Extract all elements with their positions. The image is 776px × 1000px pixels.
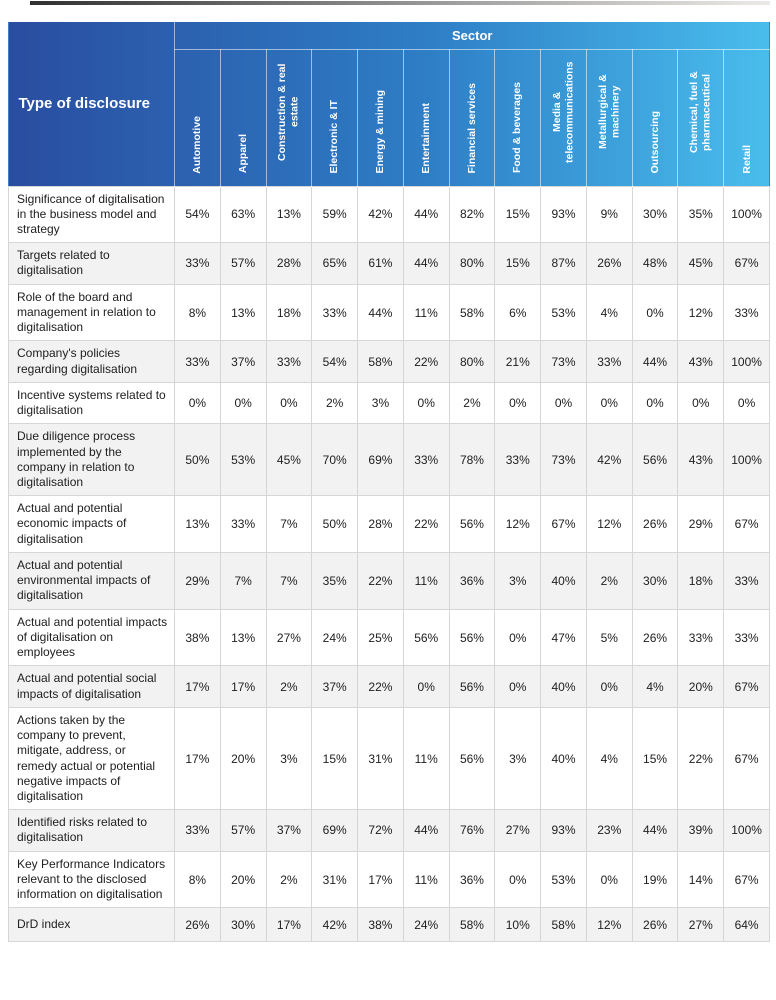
value-cell: 2% [449,382,495,423]
value-cell: 69% [358,424,404,496]
row-label: Significance of digitalisation in the business model and strategy [9,186,175,243]
value-cell: 100% [724,341,770,382]
value-cell: 56% [449,707,495,809]
value-cell: 0% [724,382,770,423]
value-cell: 18% [678,552,724,609]
value-cell: 3% [358,382,404,423]
value-cell: 45% [266,424,312,496]
value-cell: 35% [678,186,724,243]
value-cell: 54% [175,186,221,243]
table-row [9,666,770,707]
value-cell: 0% [175,382,221,423]
value-cell: 33% [724,609,770,666]
row-label: Targets related to digitalisation [9,243,175,284]
value-cell: 54% [312,341,358,382]
value-cell: 0% [266,382,312,423]
value-cell: 57% [220,243,266,284]
value-cell: 38% [175,609,221,666]
value-cell: 82% [449,186,495,243]
value-cell: 33% [495,424,541,496]
value-cell: 67% [724,666,770,707]
value-cell: 87% [541,243,587,284]
value-cell: 76% [449,810,495,851]
value-cell: 93% [541,186,587,243]
value-cell: 25% [358,609,404,666]
value-cell: 26% [632,908,678,942]
column-header [403,49,449,186]
value-cell: 17% [220,666,266,707]
table-row [9,707,770,809]
value-cell: 100% [724,186,770,243]
column-header [632,49,678,186]
value-cell: 44% [403,810,449,851]
value-cell: 42% [358,186,404,243]
value-cell: 12% [495,496,541,553]
table-row [9,810,770,851]
value-cell: 3% [495,707,541,809]
value-cell: 14% [678,851,724,908]
value-cell: 33% [175,243,221,284]
value-cell: 4% [586,707,632,809]
value-cell: 0% [495,382,541,423]
value-cell: 3% [266,707,312,809]
sector-group-header: Sector [175,22,770,49]
table-row [9,609,770,666]
value-cell: 20% [220,851,266,908]
value-cell: 50% [175,424,221,496]
column-header-label: Outsourcing [648,111,661,174]
value-cell: 13% [220,609,266,666]
table-row [9,496,770,553]
value-cell: 56% [632,424,678,496]
table-header [9,22,770,186]
value-cell: 42% [586,424,632,496]
value-cell: 44% [403,186,449,243]
value-cell: 39% [678,810,724,851]
value-cell: 7% [266,552,312,609]
value-cell: 56% [449,666,495,707]
value-cell: 13% [266,186,312,243]
value-cell: 80% [449,243,495,284]
value-cell: 67% [541,496,587,553]
group-header-row [9,22,770,49]
column-header-label: Chemical, fuel & pharmaceutical [688,70,713,153]
value-cell: 0% [403,666,449,707]
value-cell: 67% [724,243,770,284]
table-row [9,284,770,341]
column-header-label: Automotive [191,115,204,174]
column-header-label: Food & beverages [511,82,524,174]
value-cell: 93% [541,810,587,851]
value-cell: 44% [358,284,404,341]
value-cell: 33% [266,341,312,382]
value-cell: 0% [586,382,632,423]
value-cell: 22% [403,496,449,553]
column-header [175,49,221,186]
column-header [541,49,587,186]
value-cell: 29% [678,496,724,553]
value-cell: 0% [495,666,541,707]
value-cell: 11% [403,552,449,609]
value-cell: 2% [586,552,632,609]
column-header [266,49,312,186]
value-cell: 80% [449,341,495,382]
value-cell: 28% [358,496,404,553]
row-label: Company's policies regarding digitalisation [9,341,175,382]
value-cell: 40% [541,707,587,809]
value-cell: 3% [495,552,541,609]
value-cell: 8% [175,851,221,908]
top-strip-decoration [30,1,770,5]
table-row [9,382,770,423]
value-cell: 19% [632,851,678,908]
value-cell: 24% [312,609,358,666]
value-cell: 0% [495,609,541,666]
column-header [586,49,632,186]
row-label: Actual and potential social impacts of digitalisation [9,666,175,707]
row-label: Actions taken by the company to prevent, mitigate, address, or remedy actual or potential negative impacts of digitalisation [9,707,175,809]
value-cell: 7% [266,496,312,553]
column-header [312,49,358,186]
value-cell: 36% [449,552,495,609]
column-header-label: Construction & real estate [276,62,301,161]
value-cell: 26% [586,243,632,284]
value-cell: 33% [586,341,632,382]
value-cell: 36% [449,851,495,908]
value-cell: 2% [266,851,312,908]
table-row [9,186,770,243]
value-cell: 38% [358,908,404,942]
value-cell: 33% [175,810,221,851]
value-cell: 21% [495,341,541,382]
value-cell: 12% [586,496,632,553]
value-cell: 20% [220,707,266,809]
value-cell: 58% [541,908,587,942]
table-row [9,341,770,382]
value-cell: 27% [495,810,541,851]
value-cell: 0% [403,382,449,423]
value-cell: 33% [724,552,770,609]
value-cell: 4% [632,666,678,707]
value-cell: 78% [449,424,495,496]
value-cell: 42% [312,908,358,942]
value-cell: 56% [449,609,495,666]
value-cell: 44% [632,810,678,851]
table-row [9,552,770,609]
value-cell: 17% [175,666,221,707]
value-cell: 5% [586,609,632,666]
value-cell: 43% [678,424,724,496]
row-label: Role of the board and management in relation to digitalisation [9,284,175,341]
value-cell: 37% [266,810,312,851]
value-cell: 44% [403,243,449,284]
value-cell: 53% [541,851,587,908]
value-cell: 53% [220,424,266,496]
value-cell: 17% [175,707,221,809]
value-cell: 44% [632,341,678,382]
column-header [678,49,724,186]
value-cell: 29% [175,552,221,609]
value-cell: 6% [495,284,541,341]
value-cell: 7% [220,552,266,609]
value-cell: 33% [403,424,449,496]
value-cell: 63% [220,186,266,243]
table-row [9,424,770,496]
value-cell: 67% [724,496,770,553]
value-cell: 40% [541,552,587,609]
column-header-label: Entertainment [419,102,432,174]
column-header [449,49,495,186]
value-cell: 13% [175,496,221,553]
value-cell: 33% [678,609,724,666]
value-cell: 35% [312,552,358,609]
value-cell: 70% [312,424,358,496]
value-cell: 45% [678,243,724,284]
value-cell: 0% [632,382,678,423]
column-header [495,49,541,186]
value-cell: 22% [358,552,404,609]
value-cell: 56% [449,496,495,553]
column-header-label: Retail [740,144,753,174]
value-cell: 28% [266,243,312,284]
table-row [9,243,770,284]
value-cell: 72% [358,810,404,851]
value-cell: 4% [586,284,632,341]
value-cell: 11% [403,707,449,809]
value-cell: 65% [312,243,358,284]
value-cell: 59% [312,186,358,243]
row-label: Incentive systems related to digitalisation [9,382,175,423]
value-cell: 15% [495,186,541,243]
value-cell: 0% [586,851,632,908]
value-cell: 17% [358,851,404,908]
column-header-label: Energy & mining [374,90,387,174]
value-cell: 64% [724,908,770,942]
row-label: Actual and potential impacts of digitalisation on employees [9,609,175,666]
value-cell: 0% [220,382,266,423]
value-cell: 26% [632,609,678,666]
value-cell: 33% [724,284,770,341]
value-cell: 27% [266,609,312,666]
row-label: Identified risks related to digitalisation [9,810,175,851]
value-cell: 9% [586,186,632,243]
value-cell: 0% [586,666,632,707]
value-cell: 26% [632,496,678,553]
value-cell: 24% [403,908,449,942]
row-label: DrD index [9,908,175,942]
value-cell: 15% [495,243,541,284]
table-row [9,908,770,942]
value-cell: 61% [358,243,404,284]
value-cell: 20% [678,666,724,707]
value-cell: 58% [449,908,495,942]
value-cell: 33% [312,284,358,341]
value-cell: 67% [724,707,770,809]
value-cell: 2% [312,382,358,423]
value-cell: 15% [312,707,358,809]
column-header-label: Electronic & IT [328,99,341,174]
column-header [724,49,770,186]
value-cell: 10% [495,908,541,942]
value-cell: 31% [312,851,358,908]
value-cell: 27% [678,908,724,942]
table-body [9,186,770,942]
corner-header-type-of-disclosure: Type of disclosure [9,22,175,186]
value-cell: 33% [220,496,266,553]
table-row [9,851,770,908]
value-cell: 53% [541,284,587,341]
value-cell: 23% [586,810,632,851]
disclosure-by-sector-table [8,22,770,942]
value-cell: 50% [312,496,358,553]
value-cell: 18% [266,284,312,341]
value-cell: 22% [403,341,449,382]
value-cell: 30% [632,186,678,243]
value-cell: 0% [495,851,541,908]
column-header-label: Financial services [465,83,478,174]
value-cell: 56% [403,609,449,666]
value-cell: 73% [541,424,587,496]
row-label: Actual and potential environmental impacts of digitalisation [9,552,175,609]
row-label: Key Performance Indicators relevant to the disclosed information on digitalisation [9,851,175,908]
value-cell: 57% [220,810,266,851]
column-header-label: Media & telecommunications [550,60,576,163]
column-header-label: Apparel [236,134,249,174]
value-cell: 11% [403,851,449,908]
value-cell: 100% [724,424,770,496]
value-cell: 58% [449,284,495,341]
value-cell: 73% [541,341,587,382]
value-cell: 48% [632,243,678,284]
value-cell: 13% [220,284,266,341]
value-cell: 0% [678,382,724,423]
value-cell: 15% [632,707,678,809]
column-header-label: Metallurgical & machinery [596,74,622,149]
value-cell: 2% [266,666,312,707]
value-cell: 12% [678,284,724,341]
row-label: Due diligence process implemented by the company in relation to digitalisation [9,424,175,496]
value-cell: 40% [541,666,587,707]
value-cell: 22% [678,707,724,809]
value-cell: 58% [358,341,404,382]
value-cell: 31% [358,707,404,809]
value-cell: 30% [632,552,678,609]
value-cell: 37% [312,666,358,707]
value-cell: 69% [312,810,358,851]
value-cell: 43% [678,341,724,382]
row-label: Actual and potential economic impacts of digitalisation [9,496,175,553]
value-cell: 67% [724,851,770,908]
value-cell: 37% [220,341,266,382]
value-cell: 0% [632,284,678,341]
value-cell: 22% [358,666,404,707]
value-cell: 8% [175,284,221,341]
value-cell: 12% [586,908,632,942]
value-cell: 11% [403,284,449,341]
column-header [220,49,266,186]
column-header [358,49,404,186]
value-cell: 33% [175,341,221,382]
value-cell: 0% [541,382,587,423]
value-cell: 47% [541,609,587,666]
value-cell: 17% [266,908,312,942]
value-cell: 30% [220,908,266,942]
value-cell: 100% [724,810,770,851]
value-cell: 26% [175,908,221,942]
